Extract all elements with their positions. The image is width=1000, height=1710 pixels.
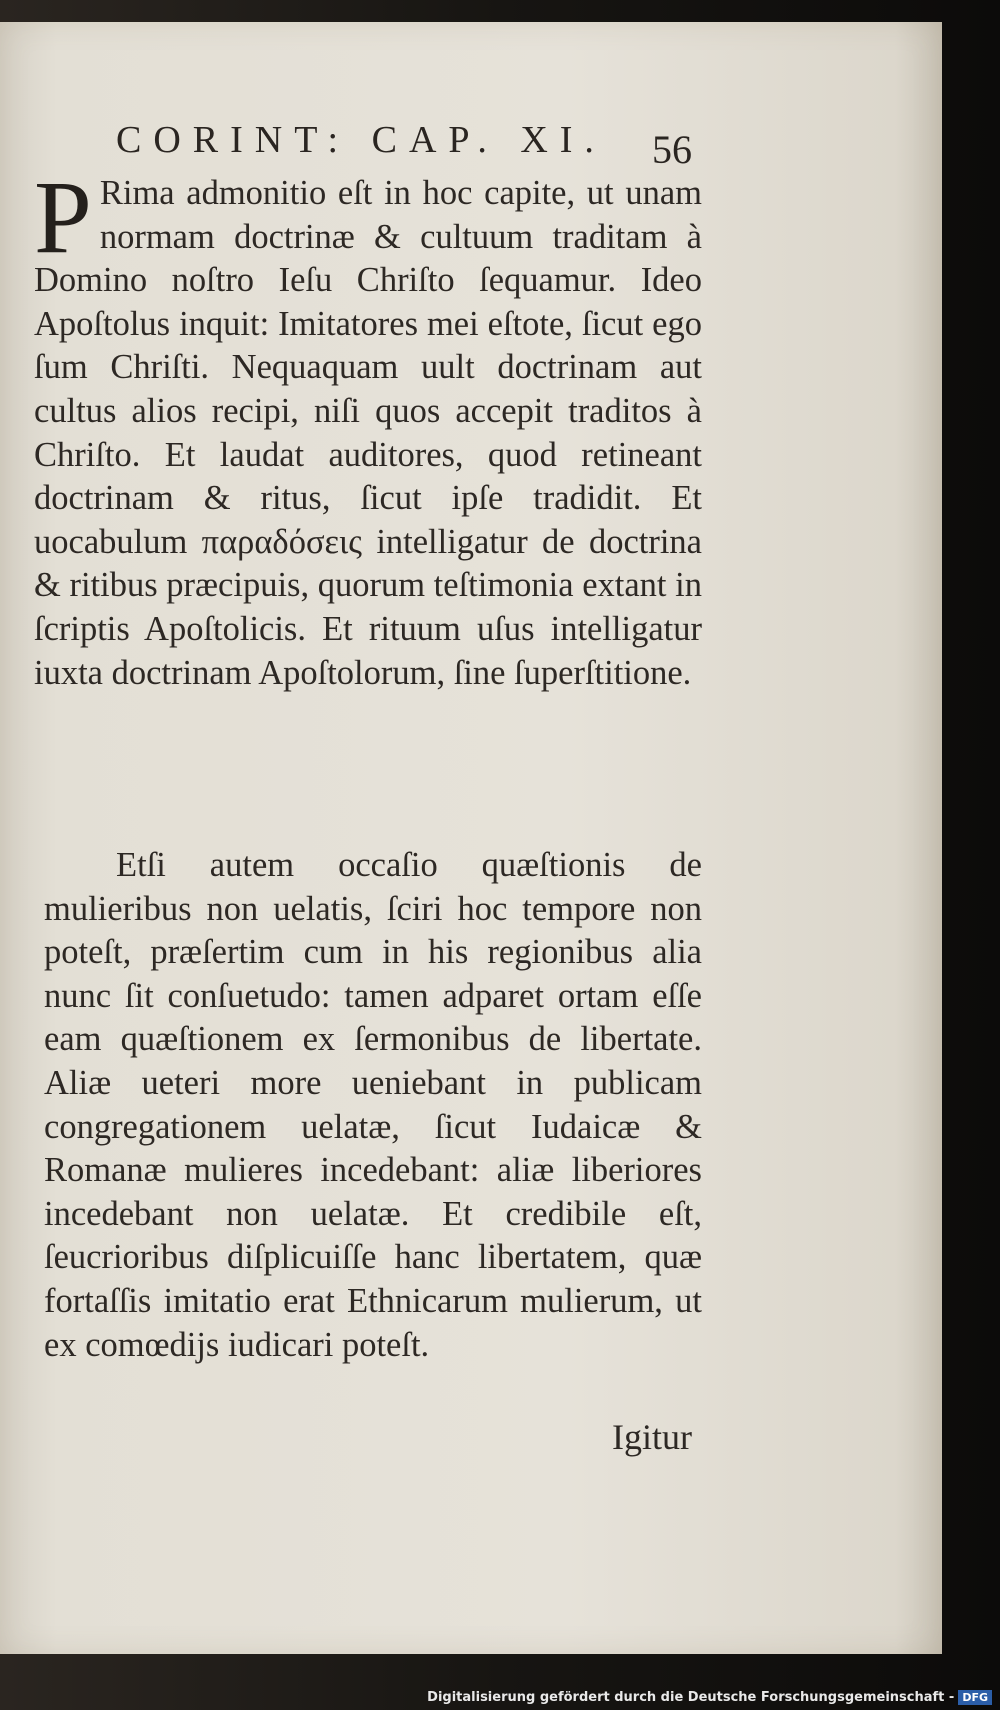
book-page (0, 22, 942, 1654)
drop-cap: P (34, 160, 92, 275)
digitization-footer (427, 1687, 992, 1707)
catchword: Igitur (612, 1417, 692, 1457)
footer-credit: Digitalisierung gefördert durch die Deutsche Forschungsgemeinschaft - (427, 1689, 955, 1705)
page-number: 56 (652, 127, 692, 172)
paragraph-2-text: Etſi autem occaſio quæſtionis de mulieribus non uelatis, ſciri hoc tempore non poteſt, præſertim cum in his regionibus alia nunc ſit conſuetudo: tamen adparet ortam eſſe eam quæſtionem ex ſermonibus de libertate. Aliæ ueteri more ueniebant in publicam congregationem uelatæ, ſicut Iudaicæ & Romanæ mulieres incedebant: aliæ liberiores incedebant non uelatæ. Et credibile eſt, ſeucrioribus diſplicuiſſe hanc libertatem, quæ fortaſſis imitatio erat Ethnicarum mulierum, ut ex comœdijs iudicari poteſt. (44, 846, 702, 1364)
paragraph-2 (44, 844, 702, 1367)
paragraph-1-text: Rima admonitio eſt in hoc capite, ut unam normam doctrinæ & cultuum traditam à Domino noſtro Ieſu Chriſto ſequamur. Ideo Apoſtolus inquit: Imitatores mei eſtote, ſicut ego ſum Chriſti. Nequaquam uult doctrinam aut cultus alios recipi, niſi quos accepit traditos à Chriſto. Et laudat auditores, quod retineant doctrinam & ritus, ſicut ipſe tradidit. Et uocabulum παραδόσεις intelligatur de doctrina & ritibus præcipuis, quorum teſtimonia extant in ſcriptis Apoſtolicis. Et rituum uſus intelligatur iuxta doctrinam Apoſtolorum, ſine ſuperſtitione. (34, 174, 702, 692)
dfg-logo: DFG (958, 1690, 992, 1705)
running-title: CORINT: CAP. XI. (116, 119, 606, 161)
paragraph-1 (34, 160, 702, 695)
